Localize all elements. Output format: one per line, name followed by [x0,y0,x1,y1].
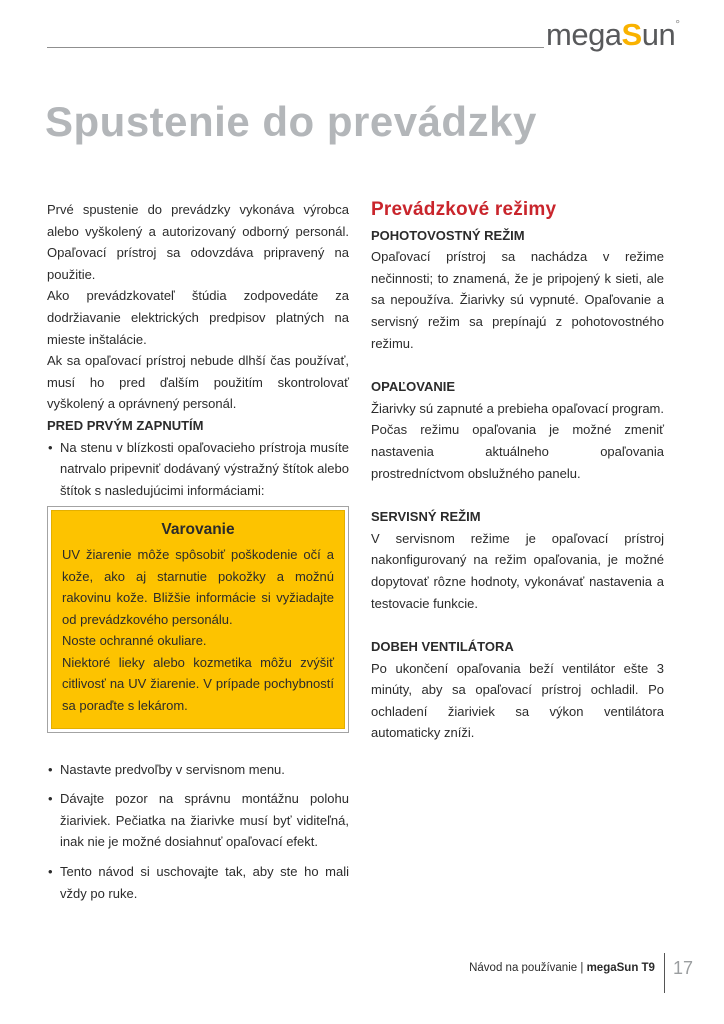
megasun-logo [546,17,680,53]
right-column [371,199,664,766]
list-item: • Na stenu v blízkosti opaľovacieho prístroja musíte natrvalo pripevniť dodávaný výstražný štítok alebo štítok s nasledujúcimi informáciami: [47,437,349,502]
list-item: • Nastavte predvoľby v servisnom menu. [47,759,349,781]
footer-divider [664,953,665,993]
mode-heading-tanning: OPAĽOVANIE [371,379,456,395]
header-rule [47,47,544,48]
warning-box [47,506,349,732]
warning-paragraph: UV žiarenie môže spôsobiť poškodenie očí a kože, ako aj starnutie pokožky a možnú rakovinu kože. Bližšie informácie si vyžiadajte od prevádzkového personálu. [62,546,334,627]
warning-box-inner [51,510,345,728]
logo-accent-letter: S [621,17,642,52]
logo-text-prefix: mega [546,17,622,52]
logo-text-suffix: un [641,17,676,52]
mode-body-service: V servisnom režime je opaľovací prístroj nakonfigurovaný na režim opaľovania, je možné dopytovať rôzne hodnoty, vykonávať nastavenia a testovacie funkcie. [371,530,664,611]
warning-paragraph: Niektoré lieky alebo kozmetika môžu zvýšiť citlivosť na UV žiarenie. V prípade pochybností sa poraďte s lekárom. [62,654,334,714]
mode-heading-fan-runon: DOBEH VENTILÁTORA [371,639,514,655]
intro-paragraph: Ako prevádzkovateľ štúdia zodpovedáte za dodržiavanie elektrických predpisov platných na mieste inštalácie. [47,288,349,347]
list-item: • Dávajte pozor na správnu montážnu polohu žiariviek. Pečiatka na žiarivke musí byť viditeľná, inak nie je možné dosiahnuť opaľovací efekt. [47,788,349,853]
mode-body-fan-runon: Po ukončení opaľovania beží ventilátor ešte 3 minúty, aby sa opaľovací prístroj ochladil. Po ochladení žiariviek sa výkon ventilátora automaticky zníži. [371,660,664,741]
intro-paragraph: Ak sa opaľovací prístroj nebude dlhší čas používať, musí ho pred ďalším použitím skontrolovať vyškolený a oprávnený personál. [47,353,349,412]
operating-modes-heading: Prevádzkové režimy [371,199,557,220]
section-heading-before-first-use: PRED PRVÝM ZAPNUTÍM [47,417,204,433]
mode-body-standby: Opaľovací prístroj sa nachádza v režime nečinnosti; to znamená, že je pripojený k sieti, ale sa nepoužíva. Žiarivky sú vypnuté. Opaľovanie a servisný režim sa prepínajú z pohotovostného režimu. [371,249,664,351]
mode-body-tanning: Žiarivky sú zapnuté a prebieha opaľovací program. Počas režimu opaľovania je možné zmeniť nastavenia aktuálneho opaľovania prostredníctvom obslužného panelu. [371,400,664,481]
footer-text [469,953,655,974]
page-footer [469,953,693,993]
footer-brand: megaSun T9 [586,962,655,974]
page-number: 17 [672,958,693,978]
mode-heading-standby: POHOTOVOSTNÝ REŽIM [371,227,525,243]
list-item: • Tento návod si uschovajte tak, aby ste ho mali vždy po ruke. [47,861,349,904]
mode-heading-service: SERVISNÝ REŽIM [371,509,481,525]
footer-separator: | [580,962,584,974]
footer-manual-label: Návod na používanie [469,962,578,974]
intro-paragraph: Prvé spustenie do prevádzky vykonáva výrobca alebo vyškolený a autorizovaný odborný personál. Opaľovací prístroj sa odovzdáva pripravený na použitie. [47,202,349,282]
warning-paragraph: Noste ochranné okuliare. [62,633,207,649]
warning-title: Varovanie [161,521,235,539]
logo-ring-mark: ° [675,17,680,31]
setup-bullet-list [47,759,349,905]
page-title: Spustenie do prevádzky [45,98,537,145]
left-column [47,199,349,904]
